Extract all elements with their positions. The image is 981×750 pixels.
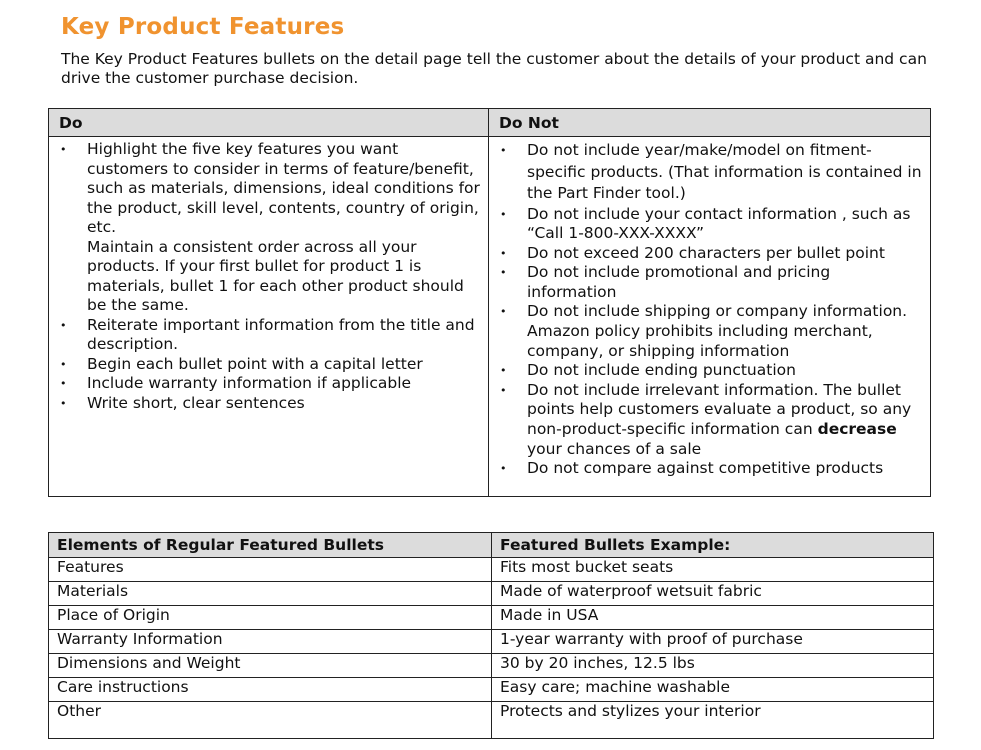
element-cell: Warranty Information	[49, 630, 492, 654]
do-item: • Reiterate important information from the title and description.	[57, 316, 480, 355]
do-not-item: • Do not include your contact information , such as “Call 1-800-XXX-XXXX”	[497, 205, 922, 244]
example-cell: 1-year warranty with proof of purchase	[492, 630, 934, 654]
do-header: Do	[49, 109, 489, 137]
do-column	[49, 137, 489, 497]
elements-header: Elements of Regular Featured Bullets	[49, 533, 492, 558]
item-text: Do not include irrelevant information. The bullet points help customers evaluate a product, so any non-product-specific information can	[527, 380, 912, 439]
emphasis-text: decrease	[817, 420, 897, 439]
do-dont-table	[48, 108, 931, 497]
do-list	[57, 140, 480, 413]
page-title: Key Product Features	[61, 14, 345, 40]
element-cell: Materials	[49, 582, 492, 606]
example-cell: Made of waterproof wetsuit fabric	[492, 582, 934, 606]
example-cell: Made in USA	[492, 606, 934, 630]
do-not-header: Do Not	[489, 109, 931, 137]
table-row	[49, 606, 934, 630]
do-item: • Include warranty information if applicable	[57, 374, 480, 394]
featured-bullets-table	[48, 532, 934, 739]
do-not-item: • Do not include shipping or company information. Amazon policy prohibits including merchant, company, or shipping information	[497, 302, 922, 361]
element-cell: Other	[49, 702, 492, 739]
do-not-item: • Do not compare against competitive products	[497, 459, 922, 479]
example-cell: Fits most bucket seats	[492, 558, 934, 582]
element-cell: Care instructions	[49, 678, 492, 702]
do-not-column	[489, 137, 931, 497]
element-cell: Place of Origin	[49, 606, 492, 630]
do-item: • Write short, clear sentences	[57, 394, 480, 414]
element-cell: Features	[49, 558, 492, 582]
do-not-item: • Do not include promotional and pricing information	[497, 263, 922, 302]
item-text: your chances of a sale	[527, 439, 702, 458]
do-not-item: • Do not exceed 200 characters per bullet point	[497, 244, 922, 264]
do-not-item	[497, 381, 922, 459]
table-row	[49, 582, 934, 606]
do-not-list	[497, 140, 922, 479]
table-row	[49, 702, 934, 739]
table-row	[49, 654, 934, 678]
example-header: Featured Bullets Example:	[492, 533, 934, 558]
example-cell: 30 by 20 inches, 12.5 lbs	[492, 654, 934, 678]
intro-paragraph: The Key Product Features bullets on the detail page tell the customer about the details of your product and can drive the customer purchase decision.	[61, 50, 927, 87]
table-row	[49, 678, 934, 702]
do-not-item: • Do not include year/make/model on fitment-specific products. (That information is contained in the Part Finder tool.)	[497, 140, 922, 205]
table-row	[49, 630, 934, 654]
do-not-item: • Do not include ending punctuation	[497, 361, 922, 381]
table-row	[49, 558, 934, 582]
element-cell: Dimensions and Weight	[49, 654, 492, 678]
do-item: • Highlight the five key features you want customers to consider in terms of feature/benefit, such as materials, dimensions, ideal conditions for the product, skill level, contents, country of origin, etc.	[57, 140, 480, 238]
do-item: • Begin each bullet point with a capital letter	[57, 355, 480, 375]
do-item: Maintain a consistent order across all your products. If your first bullet for product 1 is materials, bullet 1 for each other product should be the same.	[87, 237, 464, 314]
example-cell: Protects and stylizes your interior	[492, 702, 934, 739]
example-cell: Easy care; machine washable	[492, 678, 934, 702]
